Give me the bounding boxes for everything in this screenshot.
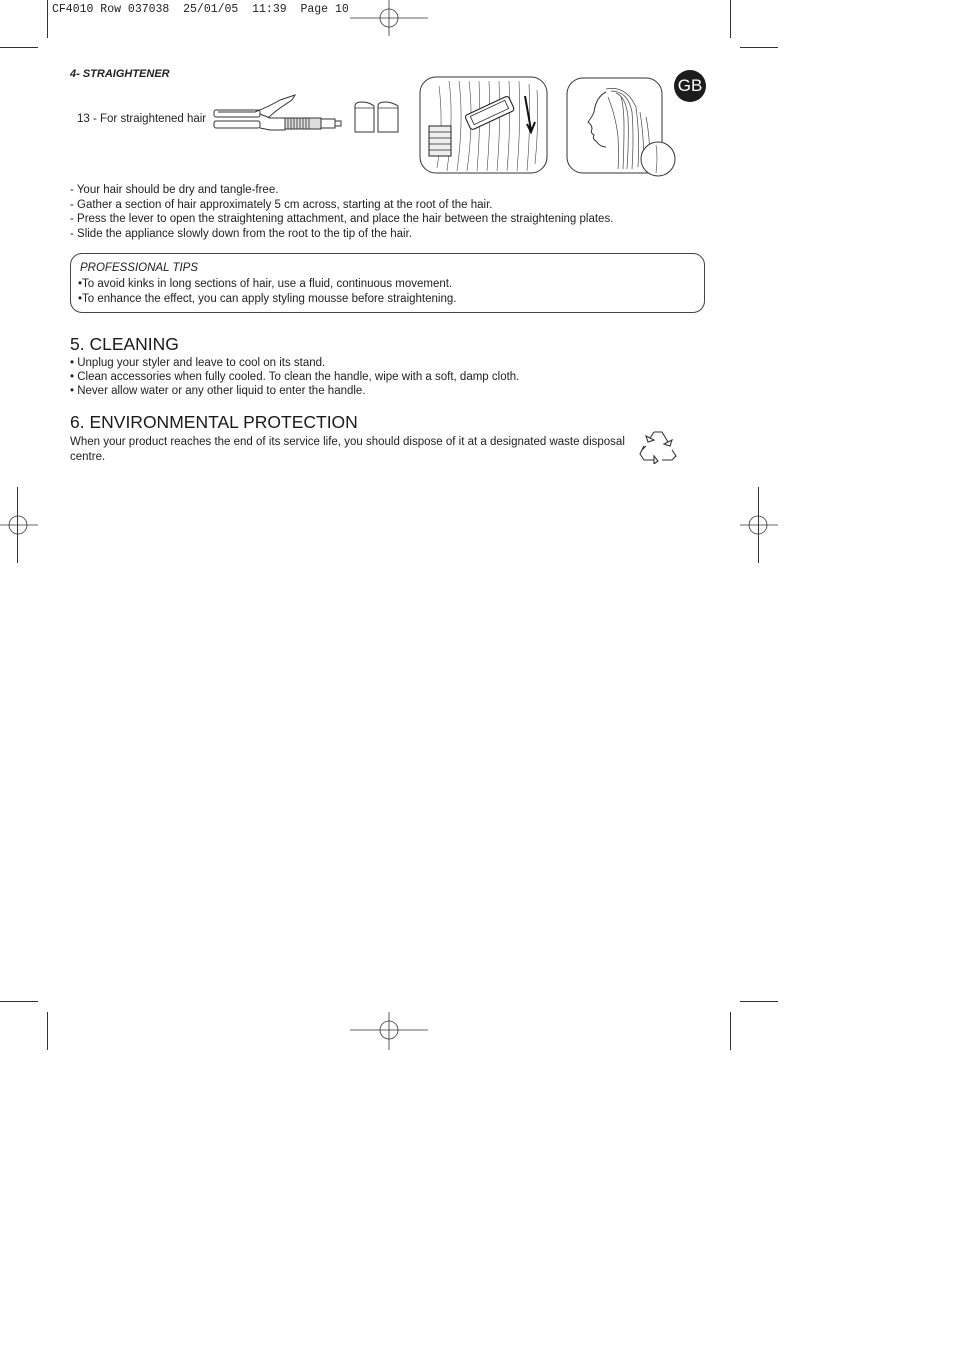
crop-mark (740, 1001, 778, 1002)
instruction-steps (70, 183, 613, 242)
step-item: - Gather a section of hair approximately 5 cm across, starting at the root of the hair. (70, 198, 493, 211)
tips-title: PROFESSIONAL TIPS (80, 262, 199, 274)
tip-item: •To avoid kinks in long sections of hair, use a fluid, continuous movement. (78, 278, 453, 290)
step-item: - Your hair should be dry and tangle-free. (70, 184, 279, 196)
tip-item: •To enhance the effect, you can apply styling mousse before straightening. (78, 292, 457, 305)
crop-mark (730, 1012, 731, 1050)
slug-line: CF4010 Row 037038 25/01/05 11:39 Page 10 (52, 3, 349, 16)
registration-mark-icon (0, 505, 40, 545)
cleaning-item: • Never allow water or any other liquid to enter the handle. (70, 385, 366, 398)
tips-list (78, 277, 456, 306)
crop-mark (0, 1001, 38, 1002)
environment-text: When your product reaches the end of its service life, you should dispose of it at a designated waste disposal centre. (70, 436, 625, 463)
environment-heading: 6. ENVIRONMENTAL PROTECTION (70, 412, 358, 432)
cleaning-list (70, 356, 519, 399)
crop-mark (730, 0, 731, 38)
section-label: 4- STRAIGHTENER (70, 68, 170, 80)
registration-mark-icon (740, 505, 780, 545)
cleaning-heading: 5. CLEANING (70, 334, 179, 354)
straightener-icon (210, 94, 350, 136)
cleaning-item: • Unplug your styler and leave to cool on its stand. (70, 357, 326, 369)
step-item: - Slide the appliance slowly down from the root to the tip of the hair. (70, 228, 412, 241)
figure-caption: 13 - For straightened hair (77, 113, 207, 125)
crop-mark (740, 47, 778, 48)
recycle-icon (638, 428, 678, 464)
registration-mark-icon (350, 1012, 430, 1052)
straight-hair-result-illustration (566, 77, 678, 177)
cleaning-item: • Clean accessories when fully cooled. To clean the handle, wipe with a soft, damp cloth. (70, 371, 520, 384)
hair-straightening-illustration (419, 76, 549, 174)
plate-caps-icon (352, 100, 402, 136)
language-badge: GB (674, 70, 706, 102)
crop-mark (47, 0, 48, 38)
crop-mark (47, 1012, 48, 1050)
registration-mark-icon (350, 0, 430, 36)
crop-mark (0, 47, 38, 48)
step-item: - Press the lever to open the straightening attachment, and place the hair between the straightening plates. (70, 213, 614, 226)
